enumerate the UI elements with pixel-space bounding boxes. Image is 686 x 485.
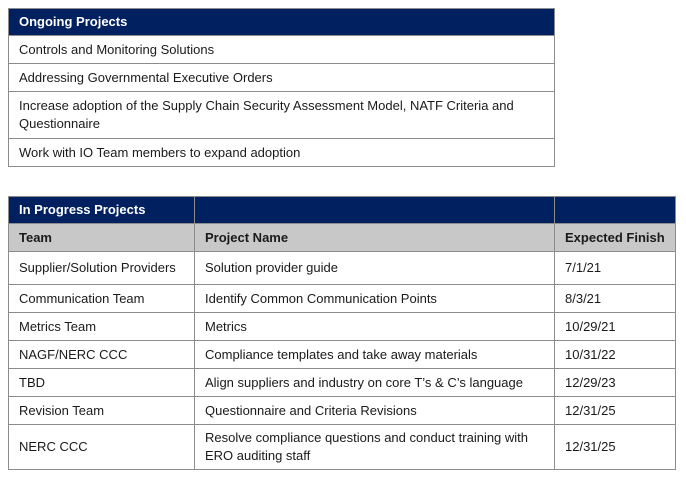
table-row [9, 425, 676, 470]
finish-cell: 12/29/23 [555, 369, 676, 397]
team-cell: Communication Team [9, 285, 195, 313]
table-row [9, 285, 676, 313]
ongoing-projects-title: Ongoing Projects [9, 9, 555, 36]
column-header-row [9, 224, 676, 252]
finish-cell: 7/1/21 [555, 252, 676, 285]
project-cell: Align suppliers and industry on core T’s & C’s language [195, 369, 555, 397]
header-empty-cell [555, 197, 676, 224]
finish-cell: 10/29/21 [555, 313, 676, 341]
team-cell: NERC CCC [9, 425, 195, 470]
header-empty-cell [195, 197, 555, 224]
table-row [9, 139, 555, 167]
table-row [9, 397, 676, 425]
project-cell: Questionnaire and Criteria Revisions [195, 397, 555, 425]
project-cell: Metrics [195, 313, 555, 341]
ongoing-item: Addressing Governmental Executive Orders [9, 64, 555, 92]
column-header-project-name: Project Name [195, 224, 555, 252]
in-progress-projects-table [8, 196, 676, 470]
project-cell: Identify Common Communication Points [195, 285, 555, 313]
team-cell: Metrics Team [9, 313, 195, 341]
in-progress-header-row [9, 197, 676, 224]
finish-cell: 8/3/21 [555, 285, 676, 313]
project-cell: Compliance templates and take away materials [195, 341, 555, 369]
ongoing-projects-table [8, 8, 555, 167]
project-cell: Resolve compliance questions and conduct training with ERO auditing staff [195, 425, 555, 470]
finish-cell: 12/31/25 [555, 397, 676, 425]
team-cell: TBD [9, 369, 195, 397]
finish-cell: 12/31/25 [555, 425, 676, 470]
in-progress-projects-title: In Progress Projects [9, 197, 195, 224]
ongoing-item: Controls and Monitoring Solutions [9, 36, 555, 64]
finish-cell: 10/31/22 [555, 341, 676, 369]
table-row [9, 92, 555, 139]
table-row [9, 64, 555, 92]
ongoing-item: Work with IO Team members to expand adoption [9, 139, 555, 167]
table-row [9, 341, 676, 369]
table-row [9, 369, 676, 397]
ongoing-header-row [9, 9, 555, 36]
project-cell: Solution provider guide [195, 252, 555, 285]
column-header-expected-finish: Expected Finish [555, 224, 676, 252]
table-row [9, 313, 676, 341]
team-cell: Revision Team [9, 397, 195, 425]
team-cell: Supplier/Solution Providers [9, 252, 195, 285]
team-cell: NAGF/NERC CCC [9, 341, 195, 369]
table-row [9, 36, 555, 64]
column-header-team: Team [9, 224, 195, 252]
table-row [9, 252, 676, 285]
ongoing-item: Increase adoption of the Supply Chain Security Assessment Model, NATF Criteria and Questionnaire [9, 92, 555, 139]
